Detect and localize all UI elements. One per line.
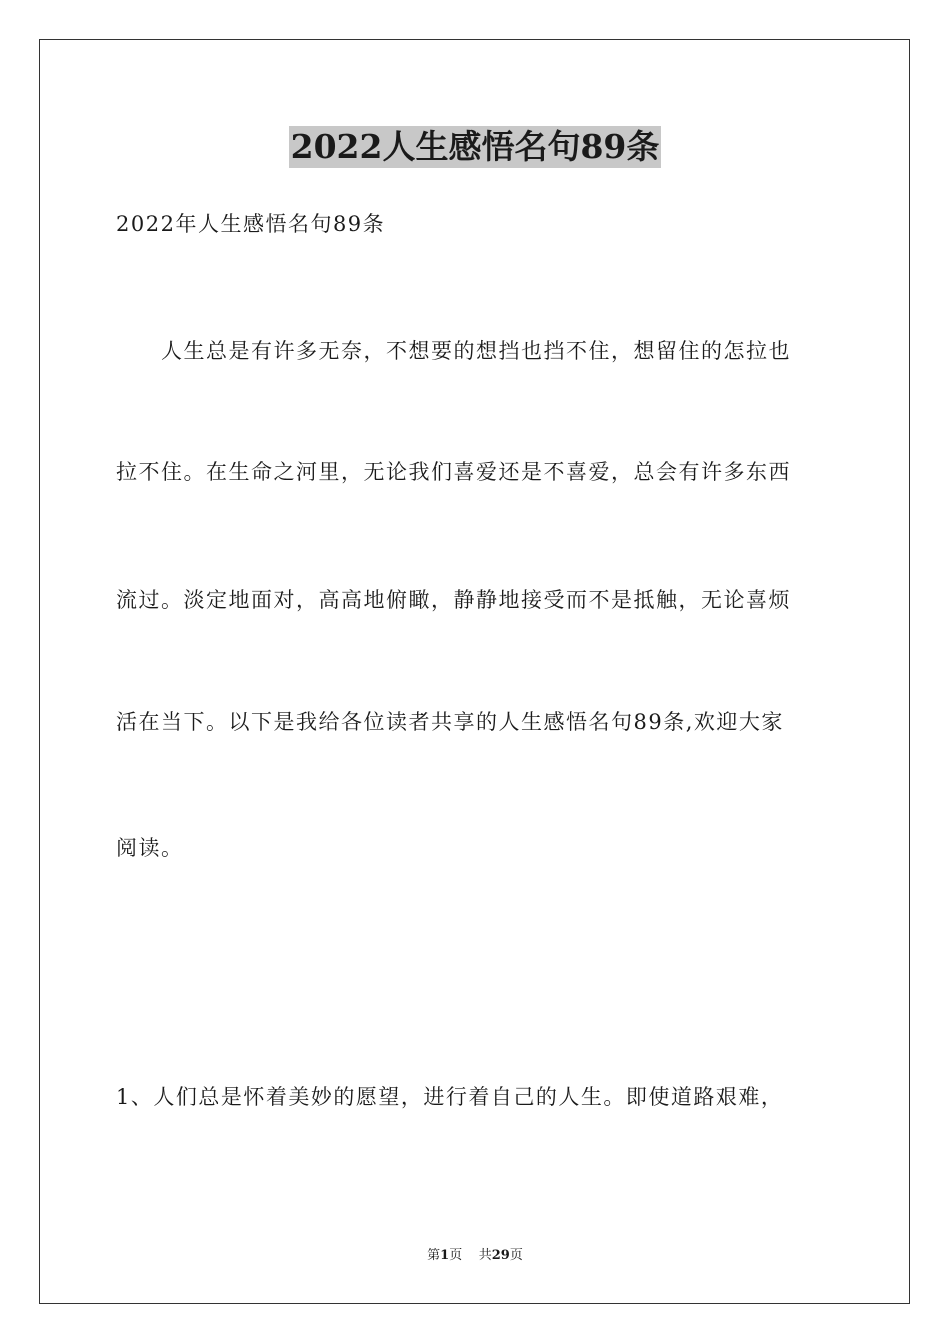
paragraph-line: 活在当下。以下是我给各位读者共享的人生感悟名句89条,欢迎大家 xyxy=(116,710,784,734)
total-prefix: 共 xyxy=(478,1248,492,1263)
total-suffix: 页 xyxy=(509,1248,523,1263)
paragraph-line: 人生总是有许多无奈，不想要的想挡也挡不住，想留住的怎拉也 xyxy=(116,339,791,363)
document-title: 2022人生感悟名句89条 xyxy=(290,127,660,166)
document-subtitle: 2022年人生感悟名句89条 xyxy=(116,212,386,236)
page-suffix: 页 xyxy=(449,1248,463,1263)
list-item-line: 1、人们总是怀着美妙的愿望，进行着自己的人生。即使道路艰难， xyxy=(116,1085,784,1109)
total-pages: 29 xyxy=(491,1248,510,1263)
page-footer xyxy=(0,1247,950,1265)
page-number: 1 xyxy=(440,1248,450,1263)
paragraph-line: 阅读。 xyxy=(116,836,184,860)
title-container xyxy=(0,126,950,168)
paragraph-line: 拉不住。在生命之河里，无论我们喜爱还是不喜爱，总会有许多东西 xyxy=(116,460,791,484)
paragraph-line: 流过。淡定地面对，高高地俯瞰，静静地接受而不是抵触，无论喜烦 xyxy=(116,588,791,612)
page-prefix: 第 xyxy=(427,1248,441,1263)
